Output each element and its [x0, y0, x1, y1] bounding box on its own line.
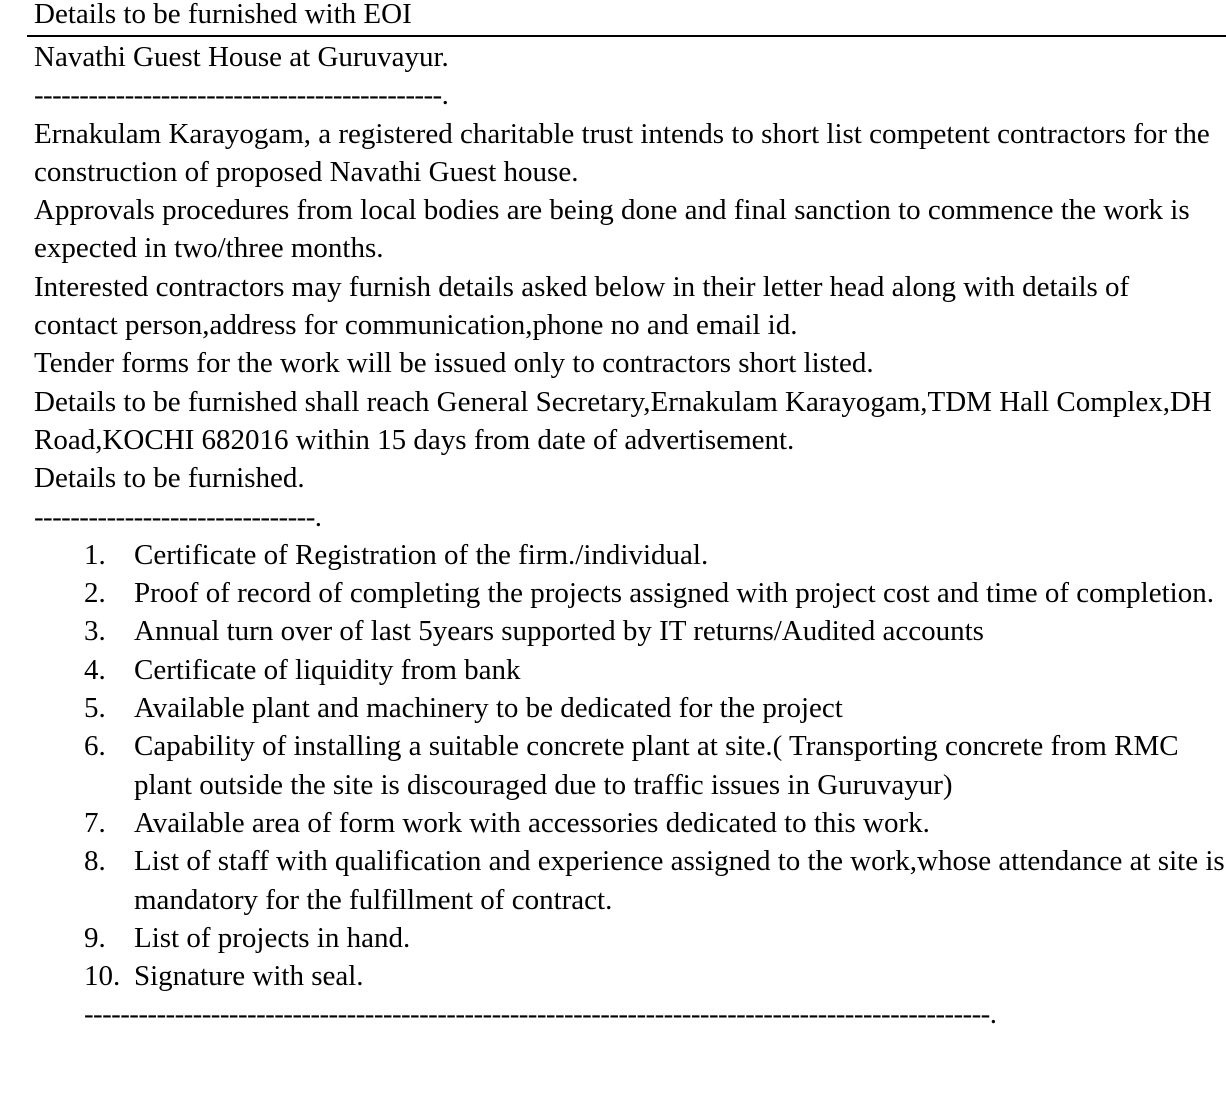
list-item-number: 3. — [84, 615, 106, 648]
list-item-number: 1. — [84, 538, 106, 571]
list-item-text: Certificate of Registration of the firm./individual. — [134, 538, 709, 571]
list-item-text: Annual turn over of last 5years supported by IT returns/Audited accounts — [134, 615, 984, 648]
list-item-text: Signature with seal. — [134, 960, 364, 993]
list-separator: -------------------------------. — [34, 500, 322, 533]
list-item-text: Available area of form work with accessories dedicated to this work. — [134, 806, 930, 839]
list-item-number: 2. — [84, 577, 106, 610]
list-item-text: Available plant and machinery to be dedicated for the project — [134, 692, 843, 725]
list-item-number: 4. — [84, 653, 106, 686]
paragraph-tender-forms: Tender forms for the work will be issued only to contractors short listed. — [34, 347, 874, 380]
list-item — [84, 612, 1226, 650]
paragraph-intro: Ernakulam Karayogam, a registered charitable trust intends to short list competent contractors for the construction of proposed Navathi Guest house. — [34, 117, 1210, 188]
list-item — [84, 727, 1226, 804]
header-divider — [27, 35, 1226, 37]
list-item-text: Proof of record of completing the projects assigned with project cost and time of completion. — [134, 577, 1214, 610]
list-item-number: 5. — [84, 692, 106, 725]
list-item-number: 8. — [84, 845, 106, 878]
list-heading: Details to be furnished. — [34, 462, 305, 495]
document-body — [34, 38, 1226, 1034]
paragraph-instructions: Interested contractors may furnish details asked below in their letter head along with details of contact person,address for communication,phone no and email id. — [34, 270, 1130, 342]
list-item — [84, 842, 1226, 919]
requirements-list — [84, 536, 1226, 996]
list-item-number: 7. — [84, 806, 106, 839]
closing-separator: ----------------------------------------------------------------------------------------------------. — [84, 998, 997, 1031]
paragraph-submission-address: Details to be furnished shall reach General Secretary,Ernakulam Karayogam,TDM Hall Complex,DH Road,KOCHI 682016 within 15 days from date of advertisement. — [34, 385, 1212, 456]
list-item-number: 9. — [84, 921, 106, 954]
subject-separator: ---------------------------------------------. — [34, 79, 449, 112]
paragraph-approvals: Approvals procedures from local bodies are being done and final sanction to commence the work is expected in two/three months. — [34, 194, 1190, 265]
list-item — [84, 689, 1226, 727]
list-item — [84, 957, 1226, 995]
list-item-number: 6. — [84, 730, 106, 763]
list-item — [84, 919, 1226, 957]
list-item-text: List of staff with qualification and experience assigned to the work,whose attendance at site is mandatory for the fulfillment of contract. — [134, 845, 1225, 916]
list-item — [84, 536, 1226, 574]
list-item-number: 10. — [84, 960, 121, 993]
list-item-text: List of projects in hand. — [134, 921, 411, 954]
list-item-text: Certificate of liquidity from bank — [134, 653, 521, 686]
list-item — [84, 804, 1226, 842]
list-item — [84, 651, 1226, 689]
list-item-text: Capability of installing a suitable concrete plant at site.( Transporting concrete from RMC plant outside the site is discouraged due to traffic issues in Guruvayur) — [134, 730, 1179, 801]
list-item — [84, 574, 1226, 612]
page-header-title: Details to be furnished with EOI — [34, 0, 412, 30]
document-subject: Navathi Guest House at Guruvayur. — [34, 41, 449, 73]
